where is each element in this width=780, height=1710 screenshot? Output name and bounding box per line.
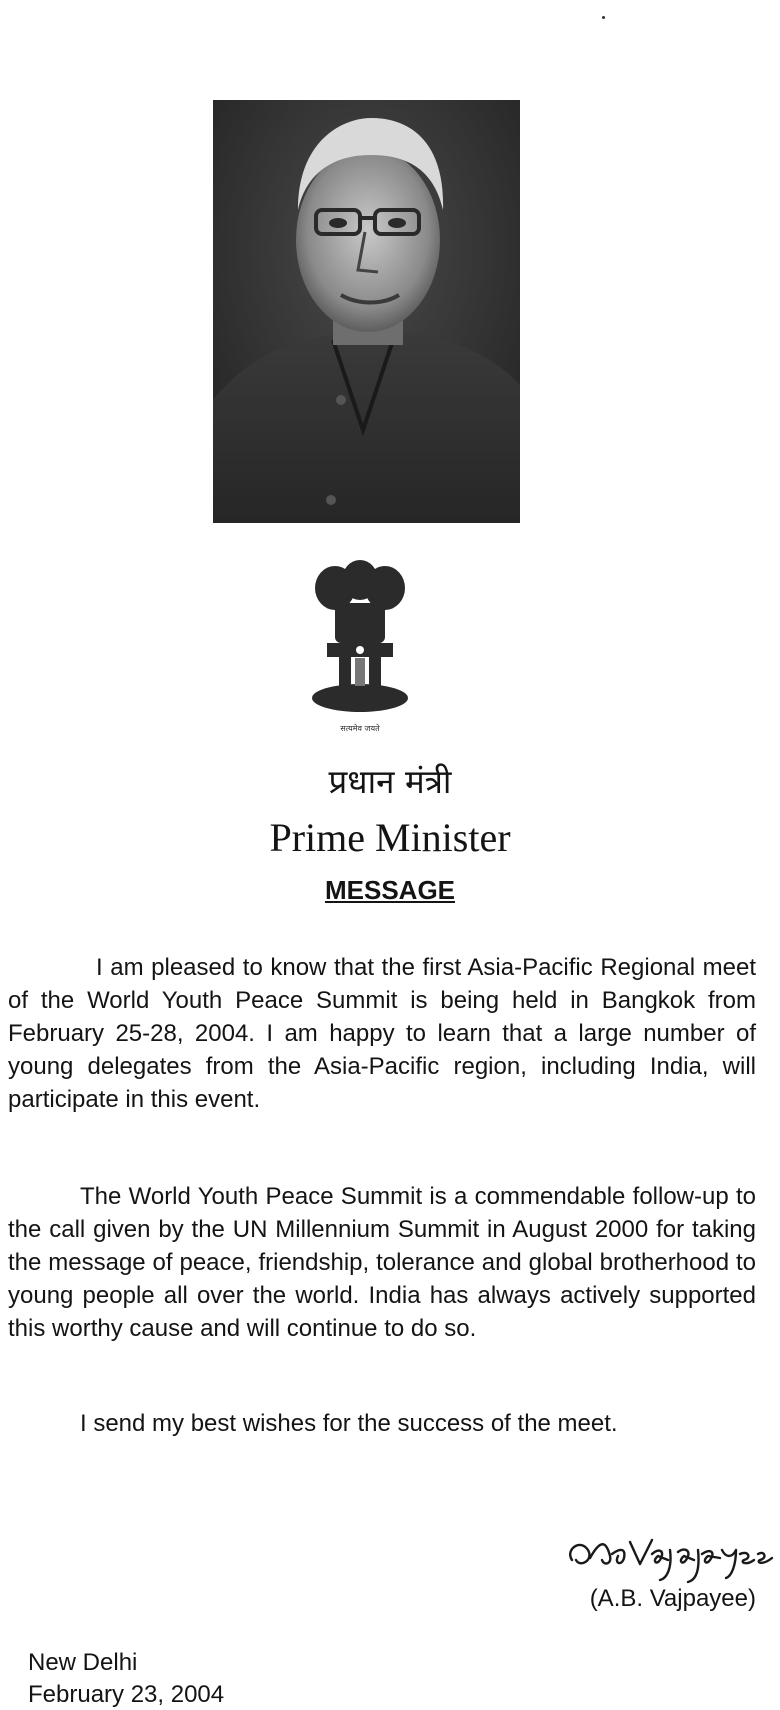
message-paragraph-3: I send my best wishes for the success of the meet.: [80, 1410, 618, 1437]
national-emblem-icon: [305, 558, 415, 730]
signatory-name: (A.B. Vajpayee): [589, 1585, 756, 1612]
message-paragraph-2: The World Youth Peace Summit is a commendable follow-up to the call given by the UN Millennium Summit in August 2000 for taking the message of peace, friendship, tolerance and global brotherhood to young people all over the world. India has always actively supported this worthy cause and will continue to do so.: [8, 1183, 756, 1342]
message-paragraph-1: I am pleased to know that the first Asia-Pacific Regional meet of the World Youth Peace Summit is being held in Bangkok from February 25-28, 2004. I am happy to learn that a large number of young delegates from the Asia-Pacific region, including India, will participate in this event.: [8, 954, 756, 1113]
place-text: New Delhi: [28, 1649, 138, 1676]
date-text: February 23, 2004: [28, 1681, 225, 1708]
handwritten-signature: [560, 1520, 780, 1590]
scan-speck: [602, 16, 605, 19]
page-title: Prime Minister: [269, 815, 511, 860]
portrait-photo: [213, 100, 520, 523]
emblem-motto: सत्यमेव जयते: [340, 724, 380, 733]
message-heading: MESSAGE: [324, 875, 456, 905]
hindi-title: प्रधान मंत्री: [328, 762, 452, 801]
